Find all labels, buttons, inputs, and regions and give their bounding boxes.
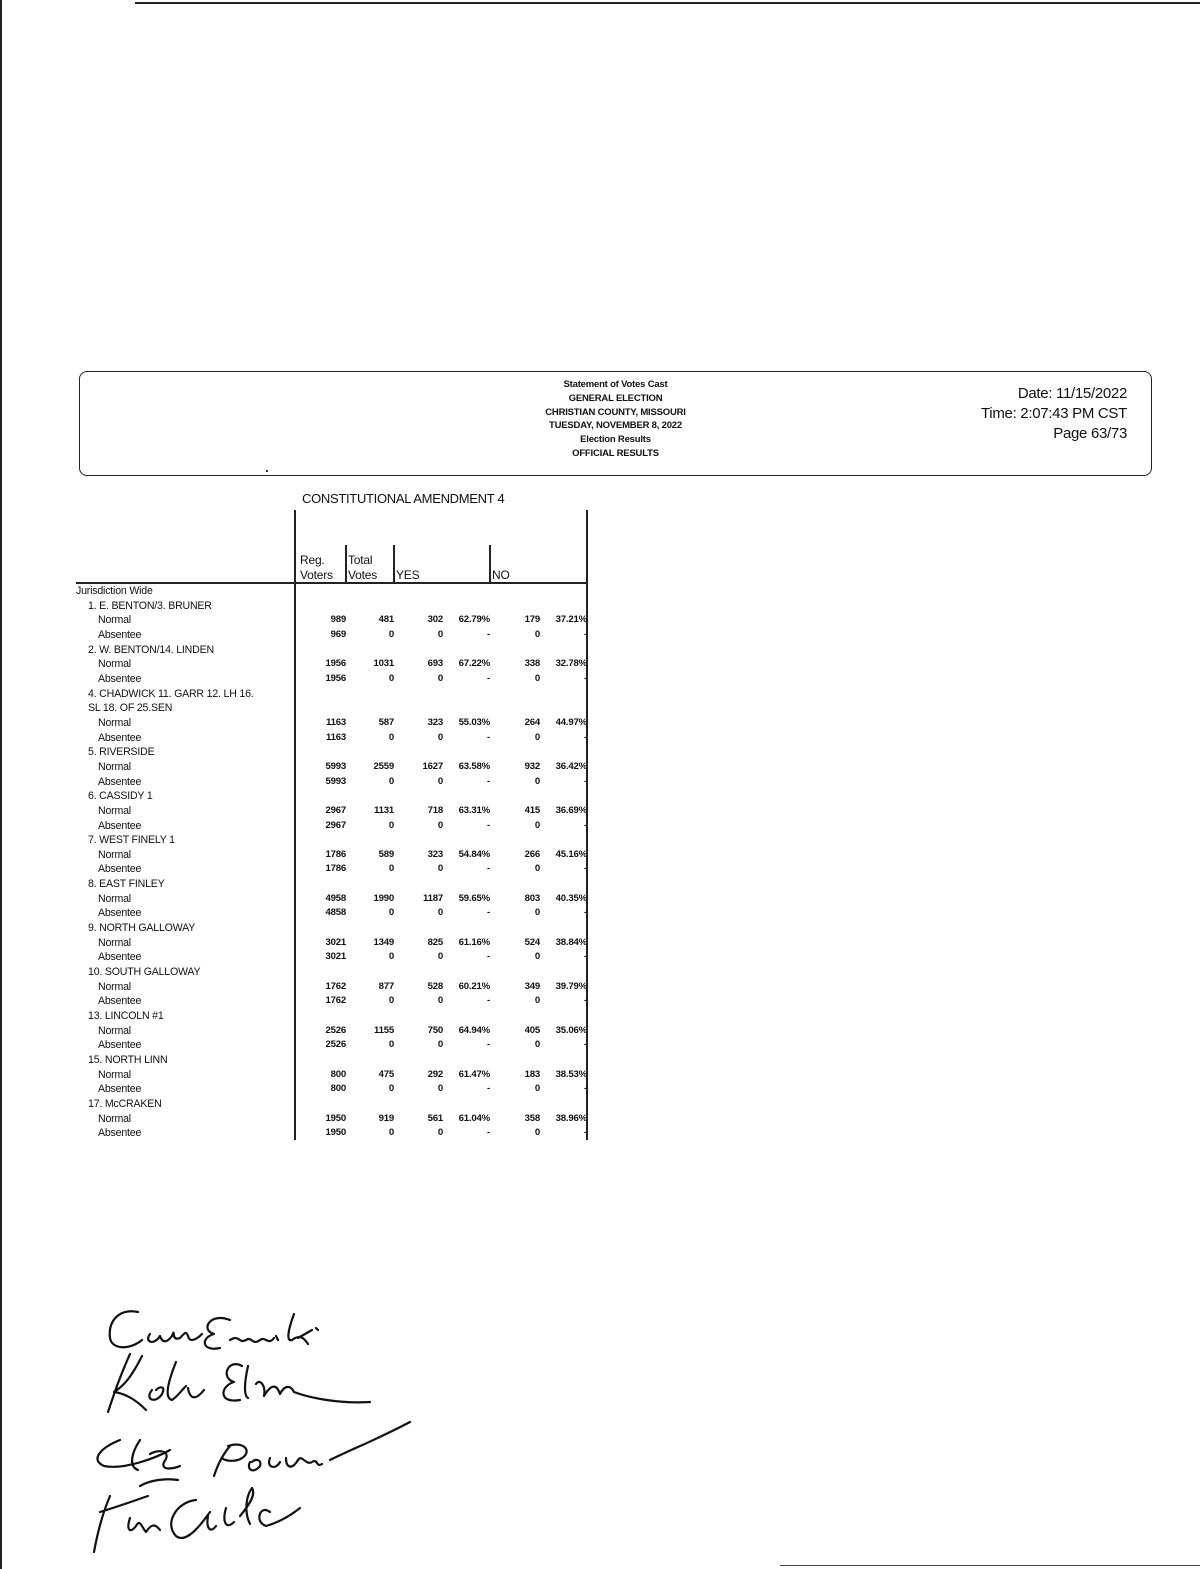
precinct-heading-row [0, 1097, 600, 1112]
table-row [0, 1082, 600, 1097]
page-number: Page 63/73 [1053, 425, 1127, 442]
yes-votes-cell: 528 [427, 980, 443, 992]
reg-voters-cell: 2967 [325, 804, 346, 816]
row-label: 2. W. BENTON/14. LINDEN [88, 643, 214, 656]
no-percent-cell: 45.16% [555, 848, 587, 860]
row-label: Absentee [98, 1083, 142, 1096]
no-percent-cell: 36.42% [555, 760, 587, 772]
table-row [0, 1024, 600, 1039]
yes-votes-cell: 292 [427, 1068, 443, 1080]
no-votes-cell: 0 [534, 819, 540, 831]
yes-percent-cell: - [487, 995, 490, 1007]
row-label: Absentee [98, 1039, 142, 1052]
reg-voters-cell: 3021 [325, 951, 346, 963]
column-header-reg-voters: Reg. Voters [300, 553, 333, 582]
row-label: 8. EAST FINLEY [88, 878, 165, 891]
signature-1 [110, 1311, 318, 1348]
reg-voters-cell: 1786 [325, 863, 346, 875]
no-votes-cell: 266 [524, 848, 540, 860]
no-votes-cell: 524 [524, 936, 540, 948]
no-percent-cell: 38.84% [555, 936, 587, 948]
reg-voters-cell: 1950 [325, 1127, 346, 1139]
total-votes-cell: 475 [378, 1068, 394, 1080]
row-label: Absentee [98, 951, 142, 964]
no-percent-cell: 35.06% [555, 1024, 587, 1036]
official-label: OFFICIAL RESULTS [572, 447, 659, 459]
table-row [0, 804, 600, 819]
election-name: GENERAL ELECTION [568, 392, 663, 404]
county-name: CHRISTIAN COUNTY, MISSOURI [545, 406, 686, 418]
table-row [0, 892, 600, 907]
row-label: Absentee [98, 731, 142, 744]
results-table-body [0, 584, 600, 1141]
row-label: 6. CASSIDY 1 [88, 790, 153, 803]
yes-percent-cell: - [487, 731, 490, 743]
yes-percent-cell: - [487, 863, 490, 875]
row-label: Normal [98, 804, 131, 817]
no-percent-cell: - [584, 628, 587, 640]
total-votes-cell: 0 [388, 731, 394, 743]
page-top-rule [135, 2, 1200, 4]
no-percent-cell: - [584, 951, 587, 963]
no-votes-cell: 0 [534, 1127, 540, 1139]
column-divider-no [489, 545, 491, 583]
reg-voters-cell: 1950 [325, 1112, 346, 1124]
no-votes-cell: 0 [534, 995, 540, 1007]
yes-votes-cell: 750 [427, 1024, 443, 1036]
row-label: 10. SOUTH GALLOWAY [88, 966, 201, 979]
yes-votes-cell: 825 [427, 936, 443, 948]
total-votes-cell: 1131 [373, 804, 394, 816]
row-label: Normal [98, 936, 131, 949]
row-label: Normal [98, 658, 131, 671]
table-row [0, 819, 600, 834]
reg-voters-cell: 800 [330, 1068, 346, 1080]
yes-votes-cell: 0 [437, 863, 443, 875]
total-votes-cell: 0 [388, 863, 394, 875]
row-label: Normal [98, 1024, 131, 1037]
total-votes-cell: 0 [388, 1127, 394, 1139]
no-votes-cell: 0 [534, 775, 540, 787]
column-header-no: NO [492, 568, 510, 582]
yes-votes-cell: 693 [427, 658, 443, 670]
total-votes-cell: 0 [388, 995, 394, 1007]
election-date: TUESDAY, NOVEMBER 8, 2022 [549, 420, 682, 432]
reg-voters-cell: 3021 [325, 936, 346, 948]
row-label: Normal [98, 614, 131, 627]
row-label: Normal [98, 980, 131, 993]
report-title: Statement of Votes Cast [563, 379, 668, 390]
row-label: Normal [98, 1068, 131, 1081]
reg-voters-cell: 1163 [325, 716, 346, 728]
total-votes-cell: 0 [388, 1083, 394, 1095]
row-label: Absentee [98, 672, 142, 685]
yes-percent-cell: - [487, 1127, 490, 1139]
table-row [0, 980, 600, 995]
no-percent-cell: - [584, 1127, 587, 1139]
precinct-heading-row [0, 1009, 600, 1024]
reg-voters-cell: 1956 [325, 672, 346, 684]
no-percent-cell: - [584, 731, 587, 743]
yes-votes-cell: 561 [427, 1112, 443, 1124]
yes-percent-cell: 61.47% [458, 1068, 490, 1080]
no-votes-cell: 0 [534, 907, 540, 919]
yes-percent-cell: 67.22% [458, 658, 490, 670]
no-votes-cell: 338 [524, 658, 540, 670]
table-row [0, 906, 600, 921]
no-votes-cell: 183 [524, 1068, 540, 1080]
precinct-heading-row [0, 1053, 600, 1068]
row-label: 7. WEST FINELY 1 [88, 834, 175, 847]
no-percent-cell: - [584, 863, 587, 875]
yes-percent-cell: 61.04% [458, 1112, 490, 1124]
yes-percent-cell: 64.94% [458, 1024, 490, 1036]
reg-voters-cell: 2967 [325, 819, 346, 831]
signature-4 [94, 1488, 300, 1552]
no-votes-cell: 0 [534, 1039, 540, 1051]
row-label: Jurisdiction Wide [76, 585, 153, 597]
reg-voters-cell: 2526 [325, 1039, 346, 1051]
yes-votes-cell: 0 [437, 628, 443, 640]
yes-percent-cell: 63.31% [458, 804, 490, 816]
no-percent-cell: - [584, 995, 587, 1007]
yes-percent-cell: - [487, 819, 490, 831]
precinct-heading-row [0, 921, 600, 936]
column-divider-yes [393, 545, 395, 583]
table-row [0, 936, 600, 951]
row-label: Absentee [98, 628, 142, 641]
no-votes-cell: 0 [534, 672, 540, 684]
total-votes-cell: 2559 [373, 760, 394, 772]
column-divider-total [345, 545, 347, 583]
yes-votes-cell: 0 [437, 995, 443, 1007]
yes-percent-cell: 60.21% [458, 980, 490, 992]
row-label: Absentee [98, 819, 142, 832]
reg-voters-cell: 800 [330, 1083, 346, 1095]
total-votes-cell: 0 [388, 628, 394, 640]
yes-votes-cell: 0 [437, 672, 443, 684]
row-label: Normal [98, 760, 131, 773]
report-date: Date: 11/15/2022 [1017, 385, 1127, 402]
table-row [0, 731, 600, 746]
no-percent-cell: 38.96% [555, 1112, 587, 1124]
total-votes-cell: 0 [388, 907, 394, 919]
yes-votes-cell: 0 [437, 951, 443, 963]
yes-votes-cell: 0 [437, 1083, 443, 1095]
reg-voters-cell: 4858 [325, 907, 346, 919]
table-row [0, 628, 600, 643]
reg-voters-cell: 2526 [325, 1024, 346, 1036]
no-percent-cell: 40.35% [555, 892, 587, 904]
reg-voters-cell: 5993 [325, 775, 346, 787]
yes-percent-cell: 59.65% [458, 892, 490, 904]
row-label: Normal [98, 716, 131, 729]
row-label: Absentee [98, 907, 142, 920]
yes-percent-cell: - [487, 1083, 490, 1095]
precinct-heading-row [0, 877, 600, 892]
no-votes-cell: 349 [524, 980, 540, 992]
no-votes-cell: 803 [524, 892, 540, 904]
row-label: 9. NORTH GALLOWAY [88, 922, 196, 935]
no-votes-cell: 0 [534, 951, 540, 963]
yes-votes-cell: 323 [427, 848, 443, 860]
yes-votes-cell: 0 [437, 819, 443, 831]
report-meta [981, 384, 1127, 444]
yes-votes-cell: 1627 [422, 760, 443, 772]
total-votes-cell: 0 [388, 819, 394, 831]
yes-percent-cell: - [487, 1039, 490, 1051]
row-label: Absentee [98, 995, 142, 1008]
no-percent-cell: 36.69% [555, 804, 587, 816]
table-row [0, 672, 600, 687]
row-label: Absentee [98, 775, 142, 788]
no-votes-cell: 405 [524, 1024, 540, 1036]
row-label: 5. RIVERSIDE [88, 746, 155, 759]
row-label: Normal [98, 1112, 131, 1125]
table-row [0, 1038, 600, 1053]
yes-percent-cell: 54.84% [458, 848, 490, 860]
table-row [0, 1112, 600, 1127]
yes-percent-cell: 62.79% [458, 614, 490, 626]
row-label: 17. McCRAKEN [88, 1097, 162, 1110]
yes-percent-cell: - [487, 672, 490, 684]
no-votes-cell: 264 [524, 716, 540, 728]
report-time: Time: 2:07:43 PM CST [981, 405, 1127, 422]
no-percent-cell: 44.97% [555, 716, 587, 728]
no-percent-cell: 39.79% [555, 980, 587, 992]
scan-speck [266, 470, 268, 472]
table-row [0, 760, 600, 775]
precinct-heading-row [0, 833, 600, 848]
no-votes-cell: 358 [524, 1112, 540, 1124]
total-votes-cell: 877 [378, 980, 394, 992]
no-votes-cell: 0 [534, 628, 540, 640]
reg-voters-cell: 1762 [325, 980, 346, 992]
yes-votes-cell: 302 [427, 614, 443, 626]
row-label: 4. CHADWICK 11. GARR 12. LH 16. [88, 687, 254, 700]
total-votes-cell: 1990 [373, 892, 394, 904]
reg-voters-cell: 969 [330, 628, 346, 640]
row-label: 13. LINCOLN #1 [88, 1010, 164, 1023]
row-label: Normal [98, 848, 131, 861]
column-header-total-votes: Total Votes [348, 553, 378, 582]
yes-percent-cell: - [487, 775, 490, 787]
yes-votes-cell: 0 [437, 775, 443, 787]
row-label: SL 18. OF 25.SEN [88, 702, 173, 715]
table-row [0, 994, 600, 1009]
yes-votes-cell: 0 [437, 1039, 443, 1051]
table-row [0, 657, 600, 672]
no-votes-cell: 932 [524, 760, 540, 772]
precinct-heading-row [0, 789, 600, 804]
no-percent-cell: - [584, 775, 587, 787]
yes-percent-cell: - [487, 951, 490, 963]
precinct-heading-row [0, 584, 600, 599]
yes-votes-cell: 0 [437, 907, 443, 919]
no-percent-cell: 37.21% [555, 614, 587, 626]
reg-voters-cell: 1762 [325, 995, 346, 1007]
total-votes-cell: 589 [378, 848, 394, 860]
total-votes-cell: 919 [378, 1112, 394, 1124]
table-row [0, 862, 600, 877]
report-header [79, 371, 1152, 476]
yes-percent-cell: - [487, 628, 490, 640]
total-votes-cell: 0 [388, 951, 394, 963]
total-votes-cell: 1031 [373, 658, 394, 670]
precinct-heading-row [0, 965, 600, 980]
no-percent-cell: - [584, 907, 587, 919]
total-votes-cell: 481 [378, 614, 394, 626]
reg-voters-cell: 4958 [325, 892, 346, 904]
no-votes-cell: 179 [524, 614, 540, 626]
signature-3 [97, 1422, 410, 1486]
total-votes-cell: 0 [388, 1039, 394, 1051]
reg-voters-cell: 1163 [325, 731, 346, 743]
reg-voters-cell: 5993 [325, 760, 346, 772]
no-votes-cell: 0 [534, 863, 540, 875]
yes-votes-cell: 718 [427, 804, 443, 816]
page-bottom-rule [780, 1565, 1200, 1566]
total-votes-cell: 587 [378, 716, 394, 728]
row-label: Absentee [98, 863, 142, 876]
no-percent-cell: - [584, 819, 587, 831]
column-header-yes: YES [396, 568, 420, 582]
yes-percent-cell: 61.16% [458, 936, 490, 948]
no-votes-cell: 0 [534, 731, 540, 743]
row-label: Absentee [98, 1127, 142, 1140]
no-percent-cell: - [584, 1083, 587, 1095]
row-label: 15. NORTH LINN [88, 1054, 168, 1066]
yes-votes-cell: 0 [437, 1127, 443, 1139]
yes-percent-cell: - [487, 907, 490, 919]
no-percent-cell: - [584, 672, 587, 684]
no-percent-cell: - [584, 1039, 587, 1051]
table-row [0, 848, 600, 863]
reg-voters-cell: 989 [330, 614, 346, 626]
reg-voters-cell: 1786 [325, 848, 346, 860]
results-label: Election Results [580, 434, 651, 446]
yes-percent-cell: 55.03% [458, 716, 490, 728]
signature-block [80, 1290, 460, 1560]
table-row [0, 950, 600, 965]
yes-percent-cell: 63.58% [458, 760, 490, 772]
total-votes-cell: 1349 [373, 936, 394, 948]
total-votes-cell: 1155 [373, 1024, 394, 1036]
precinct-heading-row [0, 687, 600, 702]
table-row [0, 613, 600, 628]
precinct-heading-row [0, 643, 600, 658]
table-row [0, 1126, 600, 1141]
precinct-heading-row [0, 599, 600, 614]
row-label: Normal [98, 892, 131, 905]
table-row [0, 1068, 600, 1083]
table-row [0, 716, 600, 731]
yes-votes-cell: 1187 [422, 892, 443, 904]
yes-votes-cell: 0 [437, 731, 443, 743]
reg-voters-cell: 1956 [325, 658, 346, 670]
no-percent-cell: 32.78% [555, 658, 587, 670]
total-votes-cell: 0 [388, 775, 394, 787]
yes-votes-cell: 323 [427, 716, 443, 728]
no-percent-cell: 38.53% [555, 1068, 587, 1080]
signature-2 [108, 1354, 370, 1412]
precinct-heading-row [0, 745, 600, 760]
contest-title: CONSTITUTIONAL AMENDMENT 4 [302, 491, 505, 506]
row-label: 1. E. BENTON/3. BRUNER [88, 599, 212, 612]
total-votes-cell: 0 [388, 672, 394, 684]
table-row [0, 775, 600, 790]
no-votes-cell: 415 [524, 804, 540, 816]
precinct-heading-row [0, 701, 600, 716]
no-votes-cell: 0 [534, 1083, 540, 1095]
